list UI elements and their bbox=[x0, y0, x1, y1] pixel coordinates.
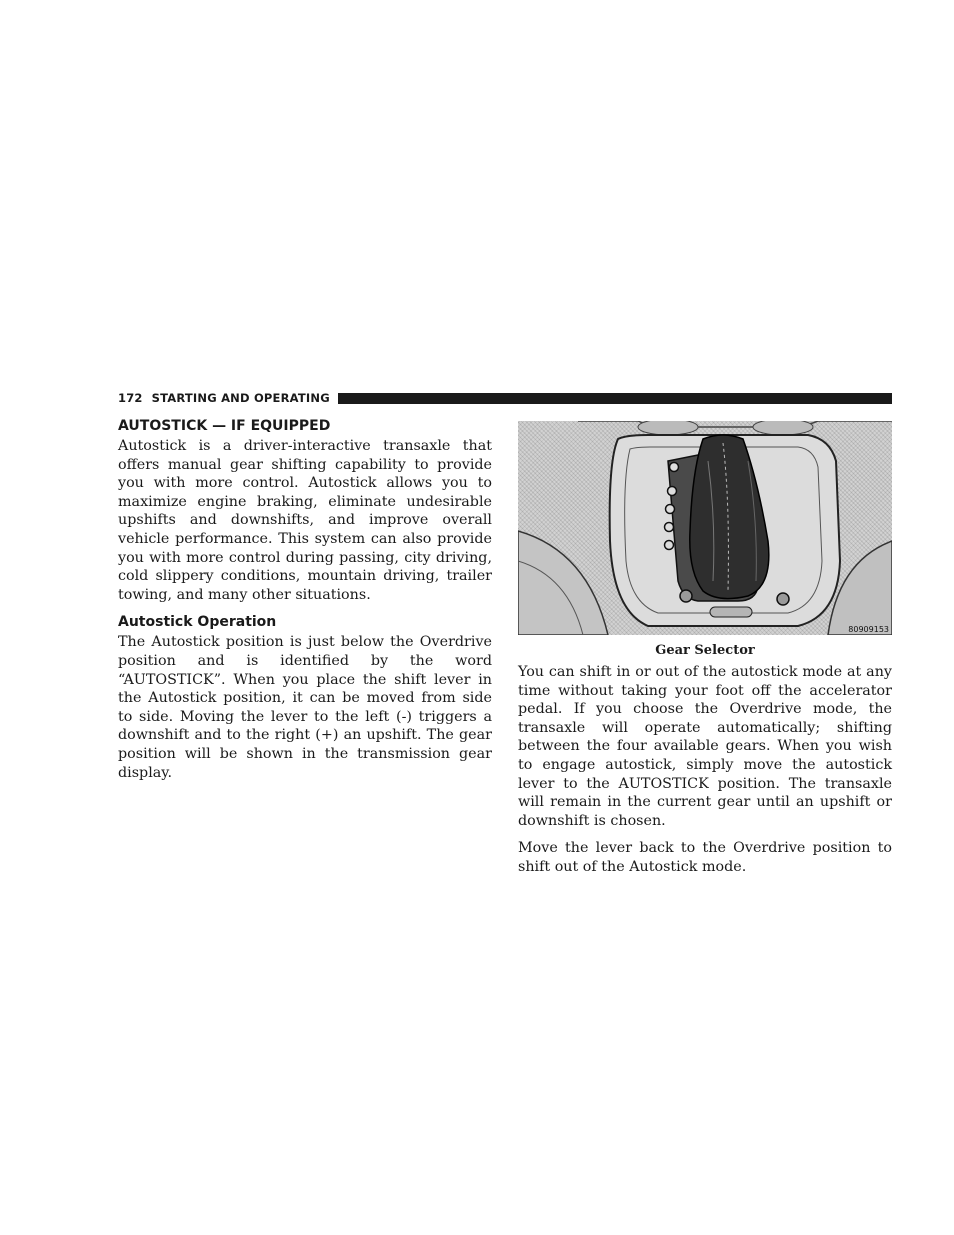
gear-selector-illustration bbox=[518, 421, 892, 635]
intro-paragraph: Autostick is a driver-interactive transaxle that offers manual gear shifting capability to provide you with more control. Autostick allows you to maximize engine braking, eliminate undesirable upshifts and downshifts, and improve overall vehicle performance. This system can also provide you with more control during passing, city driving, cold slippery conditions, mountain driving, trailer towing, and many other situations. bbox=[118, 438, 492, 603]
header-rule bbox=[338, 393, 892, 404]
section-heading: AUTOSTICK — IF EQUIPPED bbox=[118, 418, 331, 434]
operation-paragraph: The Autostick position is just below the Overdrive position and is identified by the word “AUTOSTICK”. When you place the shift lever in the Autostick position, it can be moved from side to side. Moving the lever to the left (-) triggers a downshift and to the right (+) an upshift. The gear position will be shown in the transmission gear display. bbox=[118, 634, 492, 781]
overdrive-paragraph: Move the lever back to the Overdrive position to shift out of the Autostick mode. bbox=[518, 840, 892, 875]
subsection-heading: Autostick Operation bbox=[118, 614, 277, 631]
left-column bbox=[118, 418, 492, 782]
shift-paragraph: You can shift in or out of the autostick mode at any time without taking your foot off the accelerator pedal. If you choose the Overdrive mode, the transaxle will operate automatically; shifting between the four available gears. When you wish to engage autostick, simply move the autostick lever to the AUTOSTICK position. The transaxle will remain in the current gear until an upshift or downshift is chosen. bbox=[518, 664, 892, 829]
figure-code: 80909153 bbox=[848, 625, 889, 634]
section-title: STARTING AND OPERATING bbox=[151, 391, 330, 405]
page-number: 172 bbox=[118, 391, 143, 405]
right-column bbox=[518, 421, 892, 877]
page-header bbox=[118, 390, 892, 406]
gear-selector-figure bbox=[518, 421, 892, 635]
figure-caption: Gear Selector bbox=[655, 643, 755, 658]
